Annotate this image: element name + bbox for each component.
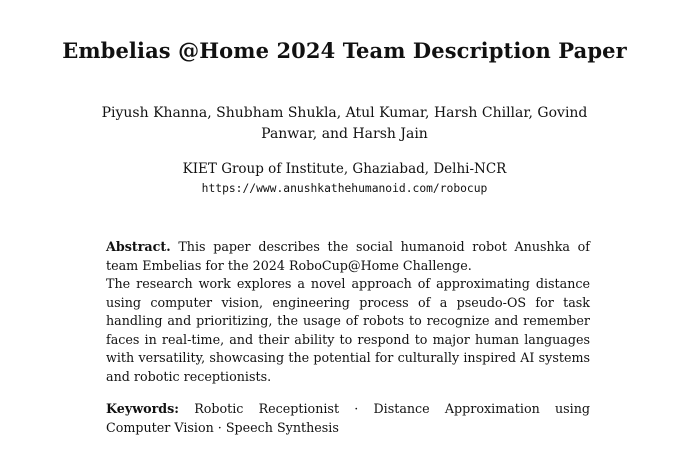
keywords-text: Robotic Receptionist · Distance Approximation using Computer Vision · Speech Synthesis [106, 401, 590, 435]
abstract-paragraph-1 [106, 238, 590, 275]
project-url[interactable]: https://www.anushkathehumanoid.com/robocup [201, 182, 488, 195]
keywords-block [106, 400, 590, 437]
abstract-block [106, 238, 590, 386]
affiliation-block [0, 160, 689, 198]
abstract-text-1: This paper describes the social humanoid robot Anushka of team Embelias for the 2024 RoboCup@Home Challenge. [106, 239, 590, 273]
affiliation: KIET Group of Institute, Ghaziabad, Delhi-NCR [182, 161, 507, 177]
abstract-text-2: The research work explores a novel approach of approximating distance using computer vision, engineering process of a pseudo-OS for task handling and prioritizing, the usage of robots to recognize and remember faces in real-time, and their ability to respond to major human languages with versatility, showcasing the potential for culturally inspired AI systems and robotic receptionists. [106, 276, 590, 384]
author-list [60, 103, 629, 145]
abstract-label: Abstract. [106, 239, 171, 254]
authors-line-1: Piyush Khanna, Shubham Shukla, Atul Kumar, Harsh Chillar, Govind [101, 105, 588, 121]
paper-title: Embelias @Home 2024 Team Description Paper [62, 38, 627, 63]
keywords-label: Keywords: [106, 401, 179, 416]
authors-line-2: Panwar, and Harsh Jain [261, 126, 428, 142]
